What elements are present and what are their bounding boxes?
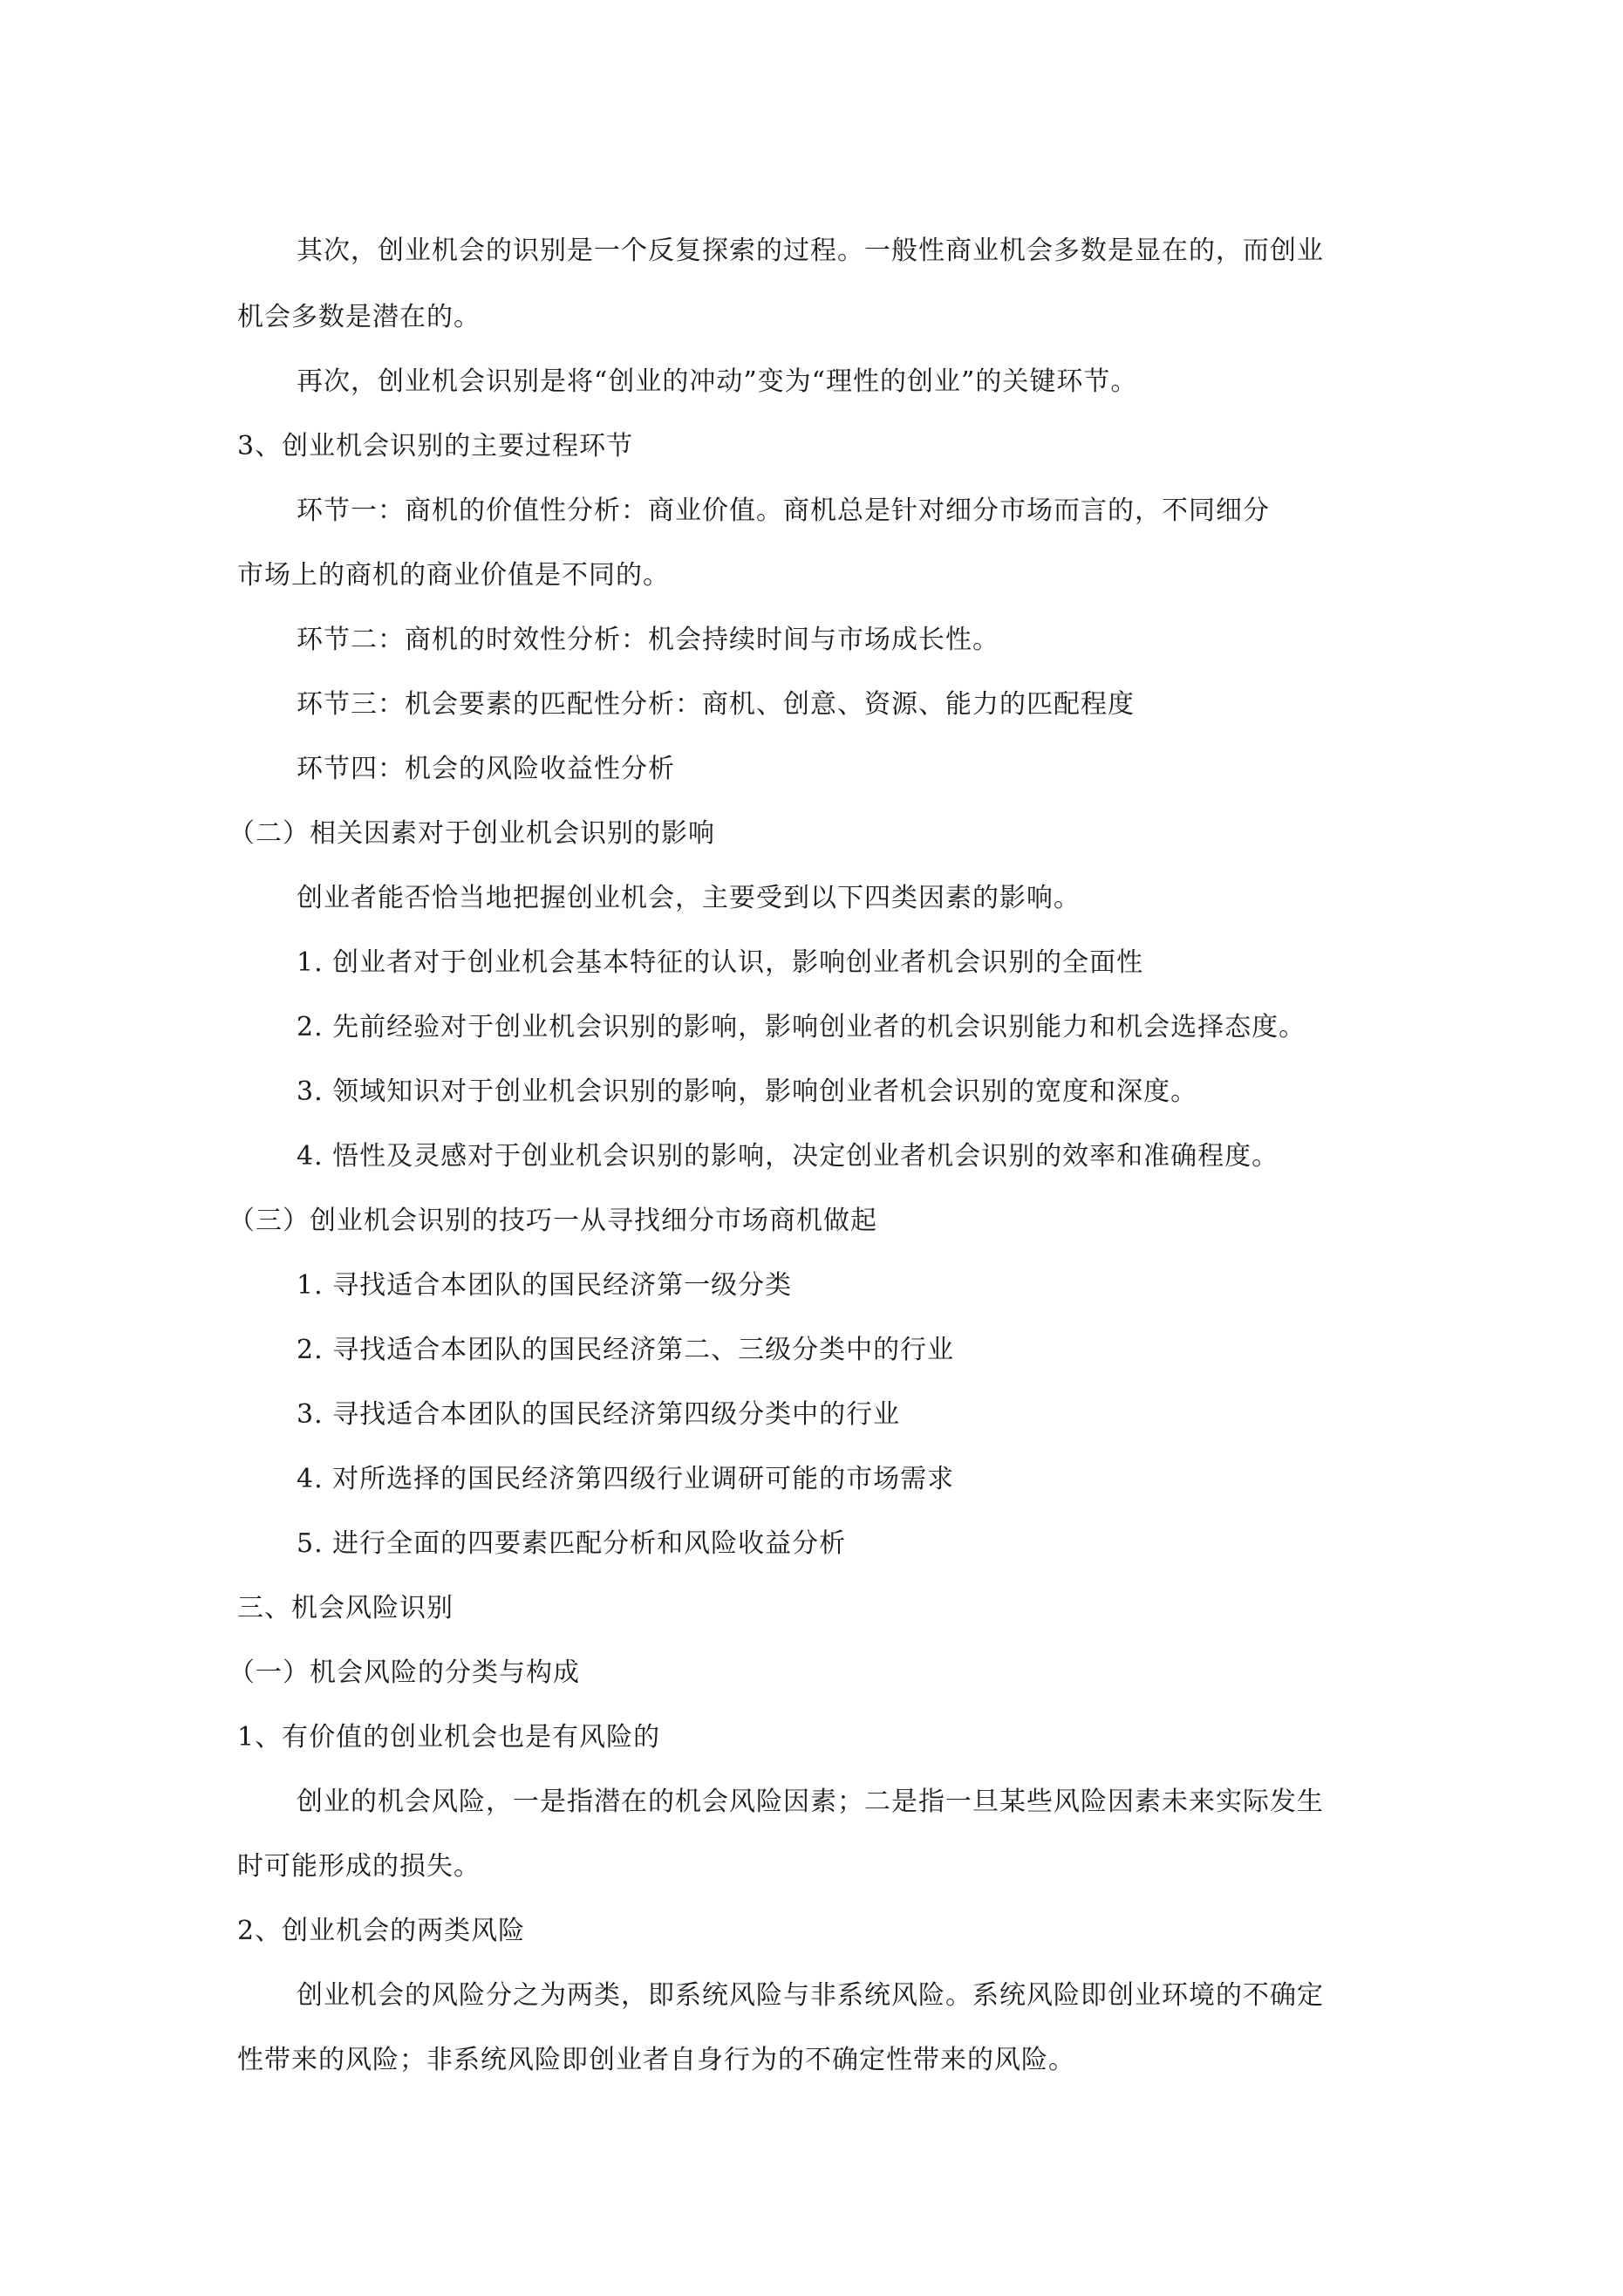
paragraph-line: 创业的机会风险，一是指潜在的机会风险因素；二是指一旦某些风险因素未来实际发生 [297, 1787, 1324, 1817]
list-item: 1. 寻找适合本团队的国民经济第一级分类 [297, 1270, 793, 1301]
paragraph-line: 其次，创业机会的识别是一个反复探索的过程。一般性商业机会多数是显在的，而创业 [297, 236, 1324, 266]
paragraph-line: 时可能形成的损失。 [237, 1851, 481, 1882]
paragraph-line: 环节四：机会的风险收益性分析 [297, 754, 675, 784]
list-item: 2. 寻找适合本团队的国民经济第二、三级分类中的行业 [297, 1335, 955, 1365]
list-item: 1. 创业者对于创业机会基本特征的认识，影响创业者机会识别的全面性 [297, 947, 1144, 978]
paragraph-line: 机会多数是潜在的。 [237, 302, 481, 332]
list-item: 3. 领域知识对于创业机会识别的影响，影响创业者机会识别的宽度和深度。 [297, 1076, 1198, 1107]
paragraph-line: 环节二：商机的时效性分析：机会持续时间与市场成长性。 [297, 625, 999, 655]
list-item: 4. 对所选择的国民经济第四级行业调研可能的市场需求 [297, 1464, 955, 1494]
paragraph-line: 环节一：商机的价值性分析：商业价值。商机总是针对细分市场而言的，不同细分 [297, 495, 1270, 526]
paragraph-line: 性带来的风险；非系统风险即创业者自身行为的不确定性带来的风险。 [237, 2045, 1075, 2075]
section-heading: 3、创业机会识别的主要过程环节 [237, 431, 634, 461]
list-item: 3. 寻找适合本团队的国民经济第四级分类中的行业 [297, 1399, 901, 1430]
list-item: 4. 悟性及灵感对于创业机会识别的影响，决定创业者机会识别的效率和准确程度。 [297, 1141, 1279, 1172]
list-item: 5. 进行全面的四要素匹配分析和风险收益分析 [297, 1528, 847, 1559]
section-heading: （二）相关因素对于创业机会识别的影响 [228, 818, 715, 849]
section-heading: 1、有价值的创业机会也是有风险的 [237, 1722, 661, 1753]
section-heading: 2、创业机会的两类风险 [237, 1916, 526, 1946]
paragraph-line: 市场上的商机的商业价值是不同的。 [237, 560, 670, 591]
list-item: 2. 先前经验对于创业机会识别的影响，影响创业者的机会识别能力和机会选择态度。 [297, 1012, 1306, 1042]
paragraph-line: 创业机会的风险分之为两类，即系统风险与非系统风险。系统风险即创业环境的不确定 [297, 1980, 1324, 2011]
paragraph-line: 再次，创业机会识别是将“创业的冲动”变为“理性的创业”的关键环节。 [297, 366, 1138, 397]
section-heading: （三）创业机会识别的技巧一从寻找细分市场商机做起 [228, 1206, 877, 1236]
section-heading: （一）机会风险的分类与构成 [228, 1657, 580, 1688]
paragraph-line: 创业者能否恰当地把握创业机会，主要受到以下四类因素的影响。 [297, 883, 1081, 913]
paragraph-line: 环节三：机会要素的匹配性分析：商机、创意、资源、能力的匹配程度 [297, 689, 1135, 720]
section-heading: 三、机会风险识别 [237, 1593, 453, 1623]
